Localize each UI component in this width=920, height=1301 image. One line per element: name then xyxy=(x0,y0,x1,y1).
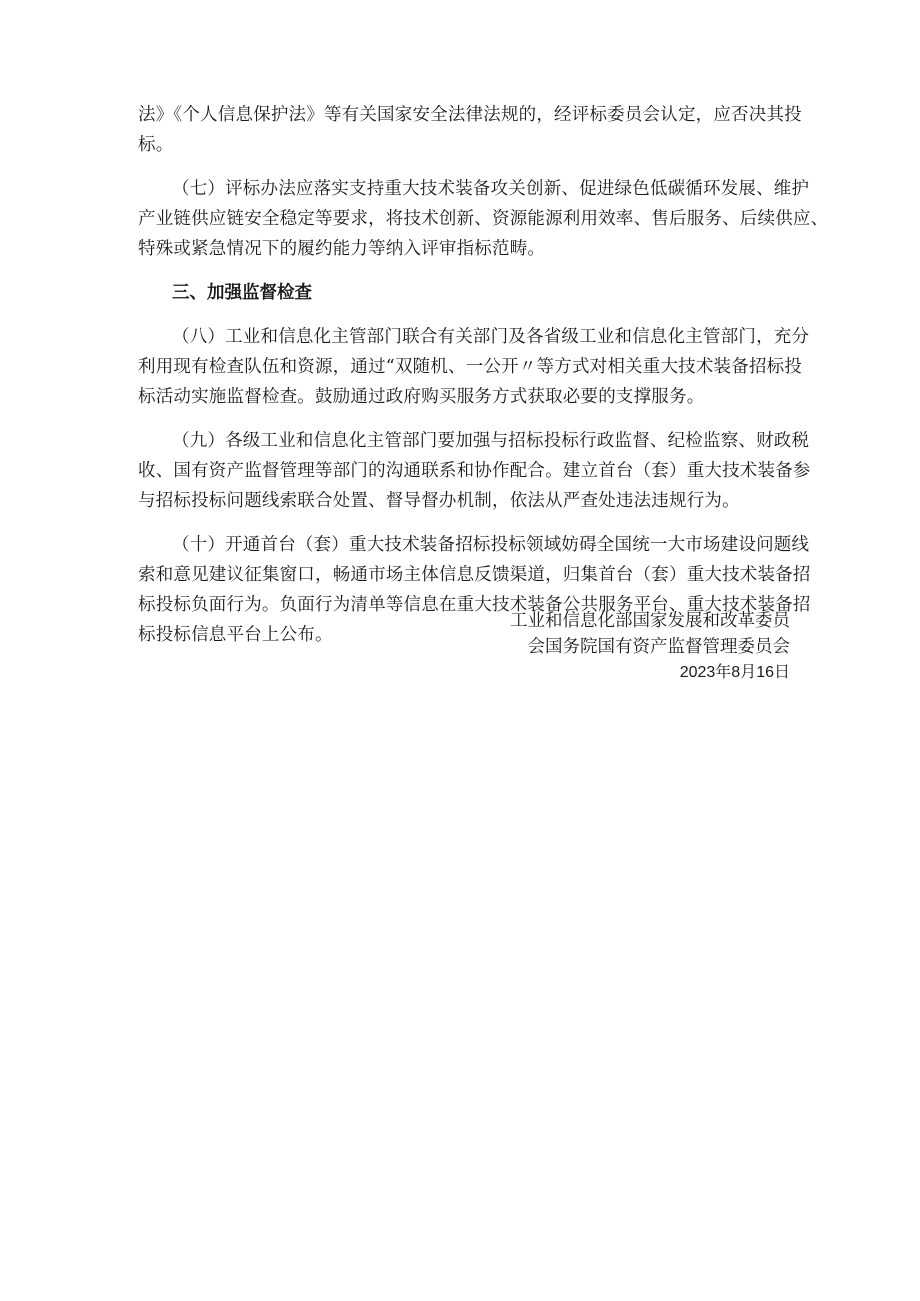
text-line: （十）开通首台（套）重大技术装备招标投标领域妨碍全国统一大市场建设问题线 xyxy=(172,535,810,555)
signatory-line-1: 工业和信息化部国家发展和改革委员 xyxy=(510,611,790,631)
signatory-line-2: 会国务院国有资产监督管理委员会 xyxy=(527,637,790,657)
section-3-heading: 三、加强监督检查 xyxy=(172,283,312,303)
text-line: 标投标负面行为。负面行为清单等信息在重大技术装备公共服务平台、重大技术装备招 xyxy=(138,595,811,615)
text-line: （八）工业和信息化主管部门联合有关部门及各省级工业和信息化主管部门，充分 xyxy=(172,327,810,347)
text-line: 标活动实施监督检查。鼓励通过政府购买服务方式获取必要的支撑服务。 xyxy=(138,387,705,407)
text-line: 索和意见建议征集窗口，畅通市场主体信息反馈渠道，归集首台（套）重大技术装备招 xyxy=(138,565,811,585)
text-line: （七）评标办法应落实支持重大技术装备攻关创新、促进绿色低碳循环发展、维护 xyxy=(172,179,810,199)
text-line: 法》《个人信息保护法》等有关国家安全法律法规的，经评标委员会认定，应否决其投 xyxy=(138,105,802,125)
text-line: 与招标投标问题线索联合处置、督导督办机制，依法从严查处违法违规行为。 xyxy=(138,491,740,511)
paragraph-9 xyxy=(138,426,811,516)
signature-block xyxy=(510,608,790,686)
document-body xyxy=(138,100,829,664)
paragraph-continuation xyxy=(138,100,808,160)
text-line: 产业链供应链安全稳定等要求，将技术创新、资源能源利用效率、售后服务、后续供应、 xyxy=(138,209,829,229)
paragraph-7 xyxy=(138,174,829,264)
text-line: 特殊或紧急情况下的履约能力等纳入评审指标范畴。 xyxy=(138,239,546,259)
text-line: 标投标信息平台上公布。 xyxy=(138,625,333,645)
text-line: 标。 xyxy=(138,135,174,155)
paragraph-8 xyxy=(138,322,808,412)
text-line: 利用现有检查队伍和资源，通过“双随机、一公开〃等方式对相关重大技术装备招标投 xyxy=(138,357,803,377)
text-line: 收、国有资产监督管理等部门的沟通联系和协作配合。建立首台（套）重大技术装备参 xyxy=(138,461,811,481)
document-date: 2023年8月16日 xyxy=(679,664,790,681)
text-line: （九）各级工业和信息化主管部门要加强与招标投标行政监督、纪检监察、财政税 xyxy=(172,431,810,451)
